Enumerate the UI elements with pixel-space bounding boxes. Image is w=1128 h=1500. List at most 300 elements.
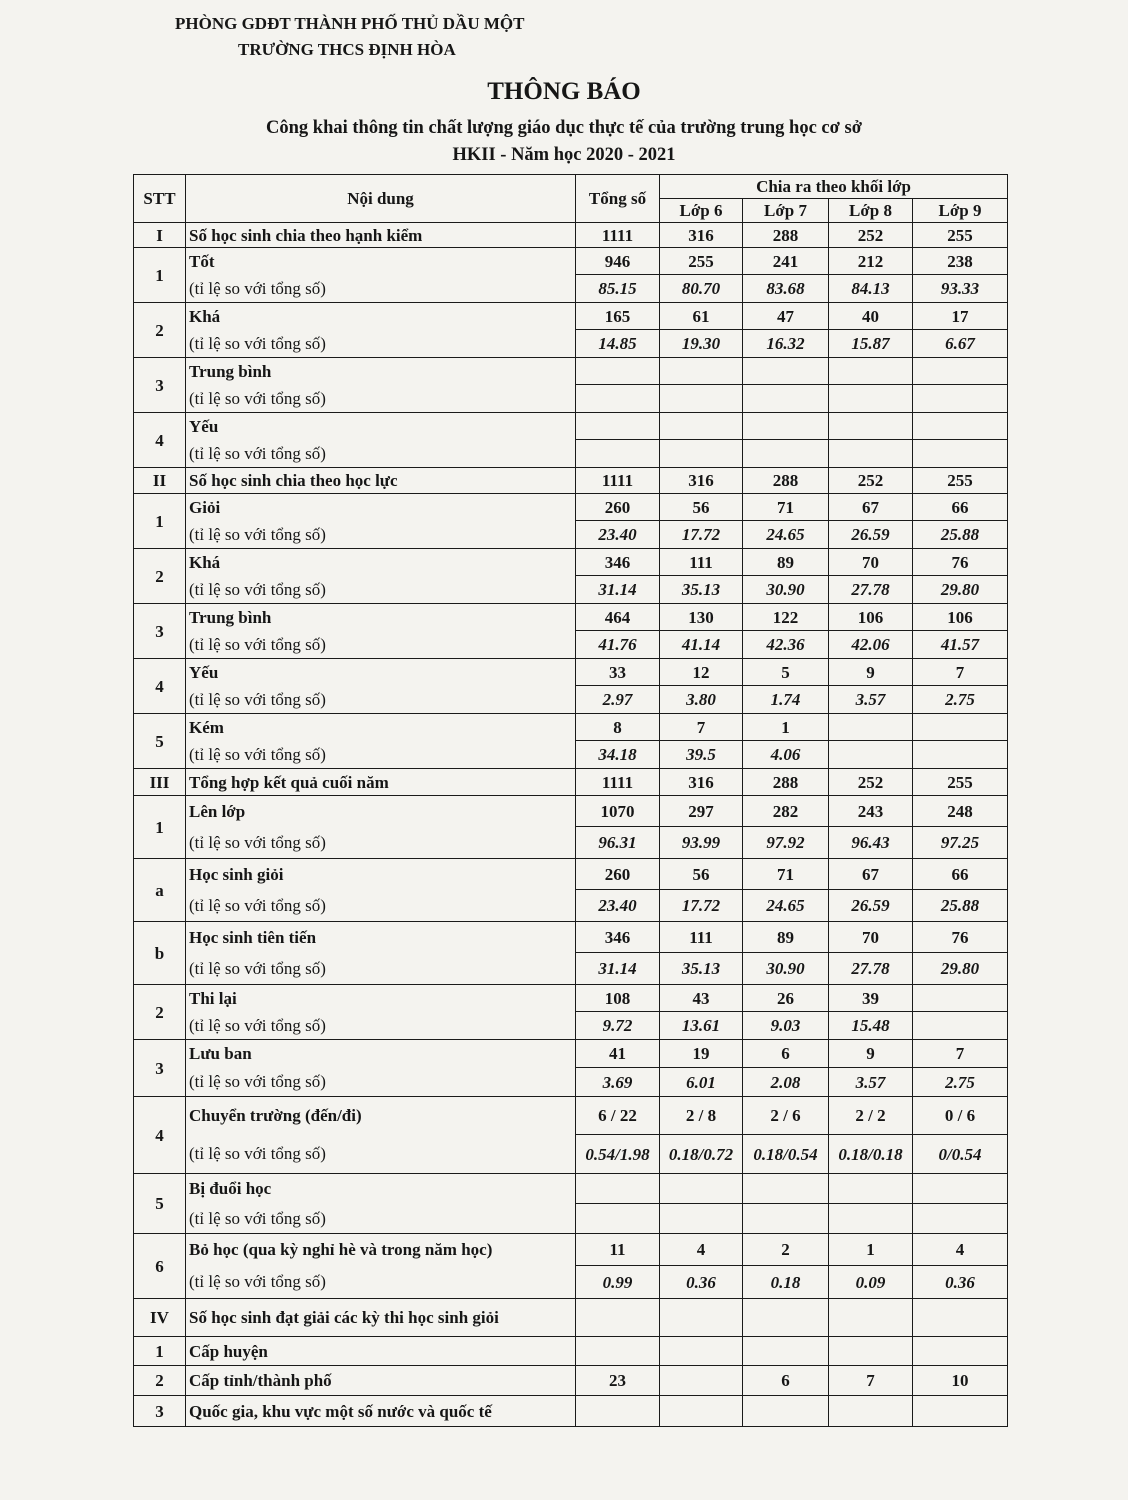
row-grade-ratio: 6.67 bbox=[913, 330, 1008, 358]
row-grade-value: 2 / 8 bbox=[660, 1097, 743, 1135]
row-grade-value bbox=[913, 1299, 1008, 1337]
row-grade-value bbox=[743, 1299, 829, 1337]
table-row-ratio bbox=[134, 890, 1008, 922]
row-grade-value: 106 bbox=[913, 604, 1008, 631]
row-ratio-label: (tỉ lệ so với tổng số) bbox=[186, 330, 576, 358]
row-grade-value: 67 bbox=[829, 494, 913, 521]
row-total-value: 1070 bbox=[576, 796, 660, 827]
table-row-ratio bbox=[134, 576, 1008, 604]
row-grade-value: 252 bbox=[829, 223, 913, 248]
row-grade-value: 76 bbox=[913, 922, 1008, 953]
header-grade-9: Lớp 9 bbox=[913, 199, 1008, 223]
row-grade-value bbox=[743, 1337, 829, 1366]
row-grade-value: 316 bbox=[660, 769, 743, 796]
row-grade-ratio bbox=[913, 440, 1008, 468]
row-grade-ratio: 9.03 bbox=[743, 1012, 829, 1040]
table-row bbox=[134, 796, 1008, 827]
table-row bbox=[134, 1097, 1008, 1135]
table-row bbox=[134, 1337, 1008, 1366]
row-ratio-label: (tỉ lệ so với tổng số) bbox=[186, 1012, 576, 1040]
row-grade-value bbox=[913, 1174, 1008, 1204]
row-stt: 4 bbox=[134, 1097, 186, 1174]
row-label: Kém bbox=[186, 714, 576, 741]
row-stt: 2 bbox=[134, 549, 186, 604]
row-label: Khá bbox=[186, 549, 576, 576]
row-grade-value: 255 bbox=[913, 223, 1008, 248]
section-row bbox=[134, 769, 1008, 796]
row-grade-value: 2 / 6 bbox=[743, 1097, 829, 1135]
section-label: Số học sinh chia theo học lực bbox=[186, 468, 576, 494]
document-term: HKII - Năm học 2020 - 2021 bbox=[452, 145, 676, 165]
row-grade-ratio: 15.87 bbox=[829, 330, 913, 358]
row-ratio-label: (tỉ lệ so với tổng số) bbox=[186, 741, 576, 769]
row-total-value bbox=[576, 1174, 660, 1204]
table-row bbox=[134, 985, 1008, 1012]
row-grade-value: 2 / 2 bbox=[829, 1097, 913, 1135]
row-ratio-label: (tỉ lệ so với tổng số) bbox=[186, 521, 576, 549]
header-content: Nội dung bbox=[186, 175, 576, 223]
row-label: Lên lớp bbox=[186, 796, 576, 827]
row-grade-value: 67 bbox=[829, 859, 913, 890]
row-label: Khá bbox=[186, 303, 576, 330]
row-grade-value bbox=[743, 1396, 829, 1427]
row-grade-ratio bbox=[660, 1204, 743, 1234]
header-stt: STT bbox=[134, 175, 186, 223]
row-label: Trung bình bbox=[186, 358, 576, 385]
row-grade-ratio: 97.92 bbox=[743, 827, 829, 859]
row-grade-value: 248 bbox=[913, 796, 1008, 827]
row-grade-value bbox=[829, 413, 913, 440]
row-total-value bbox=[576, 1299, 660, 1337]
row-grade-ratio: 3.80 bbox=[660, 686, 743, 714]
row-grade-ratio bbox=[660, 385, 743, 413]
row-grade-ratio bbox=[829, 741, 913, 769]
table-row bbox=[134, 604, 1008, 631]
row-stt: 5 bbox=[134, 1174, 186, 1234]
row-stt: 2 bbox=[134, 985, 186, 1040]
table-row-ratio bbox=[134, 631, 1008, 659]
table-row bbox=[134, 1234, 1008, 1266]
row-total-ratio: 34.18 bbox=[576, 741, 660, 769]
row-grade-value bbox=[743, 358, 829, 385]
row-grade-value: 0 / 6 bbox=[913, 1097, 1008, 1135]
row-grade-value: 6 bbox=[743, 1366, 829, 1396]
table-row-ratio bbox=[134, 1204, 1008, 1234]
row-grade-value bbox=[660, 1396, 743, 1427]
row-total-value: 260 bbox=[576, 859, 660, 890]
office-name: PHÒNG GDĐT THÀNH PHỐ THỦ DẦU MỘT bbox=[175, 14, 525, 33]
row-grade-value: 288 bbox=[743, 468, 829, 494]
row-grade-value: 241 bbox=[743, 248, 829, 275]
row-label: Học sinh tiên tiến bbox=[186, 922, 576, 953]
row-label: Bị đuổi học bbox=[186, 1174, 576, 1204]
row-grade-ratio: 84.13 bbox=[829, 275, 913, 303]
row-ratio-label: (tỉ lệ so với tổng số) bbox=[186, 385, 576, 413]
row-total-ratio: 23.40 bbox=[576, 521, 660, 549]
row-grade-value: 56 bbox=[660, 859, 743, 890]
row-grade-ratio: 25.88 bbox=[913, 890, 1008, 922]
row-grade-value: 122 bbox=[743, 604, 829, 631]
table-row-ratio bbox=[134, 827, 1008, 859]
table-row-ratio bbox=[134, 440, 1008, 468]
section-label: Số học sinh chia theo hạnh kiểm bbox=[186, 223, 576, 248]
header-grade-8: Lớp 8 bbox=[829, 199, 913, 223]
row-grade-ratio: 0.18/0.18 bbox=[829, 1135, 913, 1174]
row-grade-ratio: 96.43 bbox=[829, 827, 913, 859]
row-grade-value: 288 bbox=[743, 223, 829, 248]
document-subtitle: Công khai thông tin chất lượng giáo dục thực tế của trường trung học cơ sở bbox=[266, 118, 862, 138]
row-grade-ratio bbox=[743, 385, 829, 413]
row-grade-value: 7 bbox=[829, 1366, 913, 1396]
row-grade-value: 111 bbox=[660, 922, 743, 953]
row-grade-ratio: 26.59 bbox=[829, 890, 913, 922]
row-grade-ratio: 3.57 bbox=[829, 1068, 913, 1097]
row-grade-value: 252 bbox=[829, 468, 913, 494]
section-row bbox=[134, 468, 1008, 494]
row-label: Quốc gia, khu vực một số nước và quốc tế bbox=[186, 1396, 576, 1427]
row-total-ratio: 2.97 bbox=[576, 686, 660, 714]
row-stt: 5 bbox=[134, 714, 186, 769]
row-grade-value: 6 bbox=[743, 1040, 829, 1068]
row-stt: 1 bbox=[134, 494, 186, 549]
table-row bbox=[134, 1040, 1008, 1068]
row-stt: 1 bbox=[134, 796, 186, 859]
row-grade-ratio: 17.72 bbox=[660, 890, 743, 922]
row-stt: 2 bbox=[134, 303, 186, 358]
row-grade-ratio: 17.72 bbox=[660, 521, 743, 549]
header-total: Tổng số bbox=[576, 175, 660, 223]
row-grade-value: 255 bbox=[660, 248, 743, 275]
row-grade-value: 4 bbox=[660, 1234, 743, 1266]
row-grade-ratio: 0.09 bbox=[829, 1266, 913, 1299]
row-grade-value: 61 bbox=[660, 303, 743, 330]
row-grade-value: 316 bbox=[660, 223, 743, 248]
row-label: Lưu ban bbox=[186, 1040, 576, 1068]
row-grade-value bbox=[829, 1396, 913, 1427]
row-grade-value bbox=[743, 1174, 829, 1204]
row-grade-value bbox=[829, 1299, 913, 1337]
row-grade-ratio: 26.59 bbox=[829, 521, 913, 549]
row-grade-value: 255 bbox=[913, 468, 1008, 494]
row-stt: 2 bbox=[134, 1366, 186, 1396]
row-grade-ratio: 29.80 bbox=[913, 576, 1008, 604]
row-label: Thi lại bbox=[186, 985, 576, 1012]
row-grade-ratio: 2.75 bbox=[913, 686, 1008, 714]
row-stt: 3 bbox=[134, 604, 186, 659]
row-grade-value bbox=[913, 985, 1008, 1012]
table-row-ratio bbox=[134, 521, 1008, 549]
row-label: Giỏi bbox=[186, 494, 576, 521]
row-grade-value: 7 bbox=[913, 659, 1008, 686]
row-total-ratio: 0.54/1.98 bbox=[576, 1135, 660, 1174]
row-stt: II bbox=[134, 468, 186, 494]
table-row bbox=[134, 1396, 1008, 1427]
row-ratio-label: (tỉ lệ so với tổng số) bbox=[186, 1204, 576, 1234]
table-row bbox=[134, 248, 1008, 275]
row-grade-ratio: 19.30 bbox=[660, 330, 743, 358]
row-grade-ratio: 2.75 bbox=[913, 1068, 1008, 1097]
row-grade-ratio bbox=[913, 385, 1008, 413]
row-grade-value: 106 bbox=[829, 604, 913, 631]
row-total-ratio: 23.40 bbox=[576, 890, 660, 922]
row-grade-ratio: 24.65 bbox=[743, 890, 829, 922]
row-stt: b bbox=[134, 922, 186, 985]
table-row-ratio bbox=[134, 1068, 1008, 1097]
row-grade-ratio bbox=[743, 440, 829, 468]
row-total-value: 1111 bbox=[576, 468, 660, 494]
table-body bbox=[134, 223, 1008, 1427]
table-row-ratio bbox=[134, 953, 1008, 985]
row-grade-ratio: 0.18 bbox=[743, 1266, 829, 1299]
row-grade-ratio: 93.99 bbox=[660, 827, 743, 859]
row-grade-value bbox=[660, 358, 743, 385]
row-grade-ratio: 41.14 bbox=[660, 631, 743, 659]
row-grade-value bbox=[829, 1337, 913, 1366]
table-row bbox=[134, 714, 1008, 741]
row-total-value bbox=[576, 413, 660, 440]
row-grade-value: 70 bbox=[829, 549, 913, 576]
row-grade-value: 2 bbox=[743, 1234, 829, 1266]
row-ratio-label: (tỉ lệ so với tổng số) bbox=[186, 827, 576, 859]
row-stt: 1 bbox=[134, 1337, 186, 1366]
quality-report-table bbox=[133, 174, 1008, 1427]
row-grade-ratio: 41.57 bbox=[913, 631, 1008, 659]
row-label: Cấp tỉnh/thành phố bbox=[186, 1366, 576, 1396]
row-grade-ratio: 35.13 bbox=[660, 576, 743, 604]
row-total-value bbox=[576, 1337, 660, 1366]
row-grade-value bbox=[660, 1366, 743, 1396]
row-total-value: 1111 bbox=[576, 769, 660, 796]
row-total-ratio: 31.14 bbox=[576, 953, 660, 985]
row-stt: a bbox=[134, 859, 186, 922]
table-row bbox=[134, 549, 1008, 576]
row-total-value: 41 bbox=[576, 1040, 660, 1068]
row-grade-value bbox=[743, 413, 829, 440]
table-row-ratio bbox=[134, 1135, 1008, 1174]
row-grade-value: 76 bbox=[913, 549, 1008, 576]
row-total-ratio: 96.31 bbox=[576, 827, 660, 859]
row-grade-value: 1 bbox=[743, 714, 829, 741]
row-total-ratio: 85.15 bbox=[576, 275, 660, 303]
row-grade-ratio: 30.90 bbox=[743, 953, 829, 985]
row-stt: 6 bbox=[134, 1234, 186, 1299]
row-grade-value: 66 bbox=[913, 494, 1008, 521]
row-grade-ratio: 4.06 bbox=[743, 741, 829, 769]
row-grade-ratio: 80.70 bbox=[660, 275, 743, 303]
row-grade-ratio: 42.06 bbox=[829, 631, 913, 659]
row-ratio-label: (tỉ lệ so với tổng số) bbox=[186, 275, 576, 303]
row-total-ratio bbox=[576, 385, 660, 413]
document-title: THÔNG BÁO bbox=[487, 78, 641, 105]
row-grade-ratio: 6.01 bbox=[660, 1068, 743, 1097]
row-grade-value: 1 bbox=[829, 1234, 913, 1266]
row-grade-value: 297 bbox=[660, 796, 743, 827]
table-row-ratio bbox=[134, 686, 1008, 714]
row-grade-value: 130 bbox=[660, 604, 743, 631]
row-label: Trung bình bbox=[186, 604, 576, 631]
row-grade-ratio bbox=[913, 1204, 1008, 1234]
row-grade-value: 252 bbox=[829, 769, 913, 796]
row-grade-value: 4 bbox=[913, 1234, 1008, 1266]
row-grade-ratio: 42.36 bbox=[743, 631, 829, 659]
row-grade-value bbox=[660, 1299, 743, 1337]
row-total-value: 346 bbox=[576, 549, 660, 576]
table-row bbox=[134, 922, 1008, 953]
row-grade-ratio: 25.88 bbox=[913, 521, 1008, 549]
section-label: Số học sinh đạt giải các kỳ thi học sinh giỏi bbox=[186, 1299, 576, 1337]
row-ratio-label: (tỉ lệ so với tổng số) bbox=[186, 890, 576, 922]
row-total-value: 260 bbox=[576, 494, 660, 521]
row-grade-value bbox=[913, 714, 1008, 741]
row-grade-value: 238 bbox=[913, 248, 1008, 275]
header-grade-group: Chia ra theo khối lớp bbox=[660, 175, 1008, 199]
row-stt: III bbox=[134, 769, 186, 796]
row-total-ratio bbox=[576, 440, 660, 468]
row-grade-value: 12 bbox=[660, 659, 743, 686]
row-grade-value: 26 bbox=[743, 985, 829, 1012]
row-stt: 4 bbox=[134, 659, 186, 714]
row-grade-value: 66 bbox=[913, 859, 1008, 890]
row-grade-value bbox=[913, 413, 1008, 440]
row-grade-ratio bbox=[829, 385, 913, 413]
row-total-ratio: 9.72 bbox=[576, 1012, 660, 1040]
row-grade-value bbox=[913, 358, 1008, 385]
row-grade-ratio bbox=[829, 1204, 913, 1234]
row-grade-ratio: 0.36 bbox=[913, 1266, 1008, 1299]
table-row-ratio bbox=[134, 1266, 1008, 1299]
table-row-ratio bbox=[134, 1012, 1008, 1040]
row-stt: 3 bbox=[134, 358, 186, 413]
row-grade-ratio: 3.57 bbox=[829, 686, 913, 714]
row-grade-value bbox=[829, 1174, 913, 1204]
row-label: Yếu bbox=[186, 413, 576, 440]
row-stt: 1 bbox=[134, 248, 186, 303]
row-stt: 3 bbox=[134, 1040, 186, 1097]
row-ratio-label: (tỉ lệ so với tổng số) bbox=[186, 631, 576, 659]
row-total-value: 346 bbox=[576, 922, 660, 953]
row-grade-value bbox=[660, 413, 743, 440]
row-stt: IV bbox=[134, 1299, 186, 1337]
row-grade-ratio: 0.36 bbox=[660, 1266, 743, 1299]
row-ratio-label: (tỉ lệ so với tổng số) bbox=[186, 1068, 576, 1097]
row-grade-value bbox=[913, 1396, 1008, 1427]
row-grade-ratio: 15.48 bbox=[829, 1012, 913, 1040]
row-ratio-label: (tỉ lệ so với tổng số) bbox=[186, 576, 576, 604]
section-row bbox=[134, 1299, 1008, 1337]
row-grade-value bbox=[829, 714, 913, 741]
table-row bbox=[134, 1174, 1008, 1204]
row-grade-ratio: 29.80 bbox=[913, 953, 1008, 985]
row-grade-value: 111 bbox=[660, 549, 743, 576]
row-label: Tốt bbox=[186, 248, 576, 275]
row-grade-value: 40 bbox=[829, 303, 913, 330]
row-grade-value: 255 bbox=[913, 769, 1008, 796]
row-grade-ratio: 93.33 bbox=[913, 275, 1008, 303]
row-label: Học sinh giỏi bbox=[186, 859, 576, 890]
row-grade-ratio bbox=[913, 741, 1008, 769]
row-label: Cấp huyện bbox=[186, 1337, 576, 1366]
row-grade-ratio: 1.74 bbox=[743, 686, 829, 714]
row-grade-value: 282 bbox=[743, 796, 829, 827]
row-stt: 3 bbox=[134, 1396, 186, 1427]
row-stt: I bbox=[134, 223, 186, 248]
row-grade-ratio bbox=[660, 440, 743, 468]
row-ratio-label: (tỉ lệ so với tổng số) bbox=[186, 1266, 576, 1299]
row-grade-ratio: 2.08 bbox=[743, 1068, 829, 1097]
table-header bbox=[134, 175, 1008, 223]
row-grade-value: 9 bbox=[829, 659, 913, 686]
row-grade-ratio: 16.32 bbox=[743, 330, 829, 358]
row-grade-value: 39 bbox=[829, 985, 913, 1012]
row-grade-value: 89 bbox=[743, 549, 829, 576]
row-grade-ratio bbox=[743, 1204, 829, 1234]
row-grade-value: 70 bbox=[829, 922, 913, 953]
row-grade-value: 212 bbox=[829, 248, 913, 275]
row-total-value: 165 bbox=[576, 303, 660, 330]
row-grade-value bbox=[660, 1337, 743, 1366]
row-grade-value: 7 bbox=[660, 714, 743, 741]
header-grade-6: Lớp 6 bbox=[660, 199, 743, 223]
row-total-value: 23 bbox=[576, 1366, 660, 1396]
row-grade-ratio: 27.78 bbox=[829, 576, 913, 604]
row-total-value bbox=[576, 1396, 660, 1427]
row-grade-value: 19 bbox=[660, 1040, 743, 1068]
header-grade-7: Lớp 7 bbox=[743, 199, 829, 223]
row-grade-value: 288 bbox=[743, 769, 829, 796]
row-total-value: 1111 bbox=[576, 223, 660, 248]
row-grade-ratio bbox=[829, 440, 913, 468]
row-grade-ratio: 35.13 bbox=[660, 953, 743, 985]
row-grade-ratio: 24.65 bbox=[743, 521, 829, 549]
row-label: Chuyển trường (đến/đi) bbox=[186, 1097, 576, 1135]
row-grade-value: 71 bbox=[743, 494, 829, 521]
row-grade-value: 316 bbox=[660, 468, 743, 494]
row-grade-value: 7 bbox=[913, 1040, 1008, 1068]
row-grade-ratio: 27.78 bbox=[829, 953, 913, 985]
row-ratio-label: (tỉ lệ so với tổng số) bbox=[186, 686, 576, 714]
row-grade-ratio: 39.5 bbox=[660, 741, 743, 769]
school-name: TRƯỜNG THCS ĐỊNH HÒA bbox=[238, 40, 456, 59]
row-grade-ratio: 30.90 bbox=[743, 576, 829, 604]
row-ratio-label: (tỉ lệ so với tổng số) bbox=[186, 440, 576, 468]
row-grade-value: 71 bbox=[743, 859, 829, 890]
row-total-value: 33 bbox=[576, 659, 660, 686]
row-ratio-label: (tỉ lệ so với tổng số) bbox=[186, 953, 576, 985]
row-grade-value: 10 bbox=[913, 1366, 1008, 1396]
row-grade-value bbox=[660, 1174, 743, 1204]
row-grade-value bbox=[913, 1337, 1008, 1366]
row-grade-value: 43 bbox=[660, 985, 743, 1012]
row-grade-ratio: 0/0.54 bbox=[913, 1135, 1008, 1174]
table-row bbox=[134, 303, 1008, 330]
row-grade-ratio: 97.25 bbox=[913, 827, 1008, 859]
row-grade-value: 5 bbox=[743, 659, 829, 686]
row-total-value: 464 bbox=[576, 604, 660, 631]
table-row bbox=[134, 659, 1008, 686]
row-total-value: 946 bbox=[576, 248, 660, 275]
row-ratio-label: (tỉ lệ so với tổng số) bbox=[186, 1135, 576, 1174]
row-total-value: 108 bbox=[576, 985, 660, 1012]
section-row bbox=[134, 223, 1008, 248]
table-row bbox=[134, 1366, 1008, 1396]
row-grade-ratio: 13.61 bbox=[660, 1012, 743, 1040]
row-grade-value: 243 bbox=[829, 796, 913, 827]
table-row-ratio bbox=[134, 741, 1008, 769]
table-row-ratio bbox=[134, 330, 1008, 358]
row-grade-ratio: 83.68 bbox=[743, 275, 829, 303]
row-total-value: 11 bbox=[576, 1234, 660, 1266]
table-row-ratio bbox=[134, 275, 1008, 303]
